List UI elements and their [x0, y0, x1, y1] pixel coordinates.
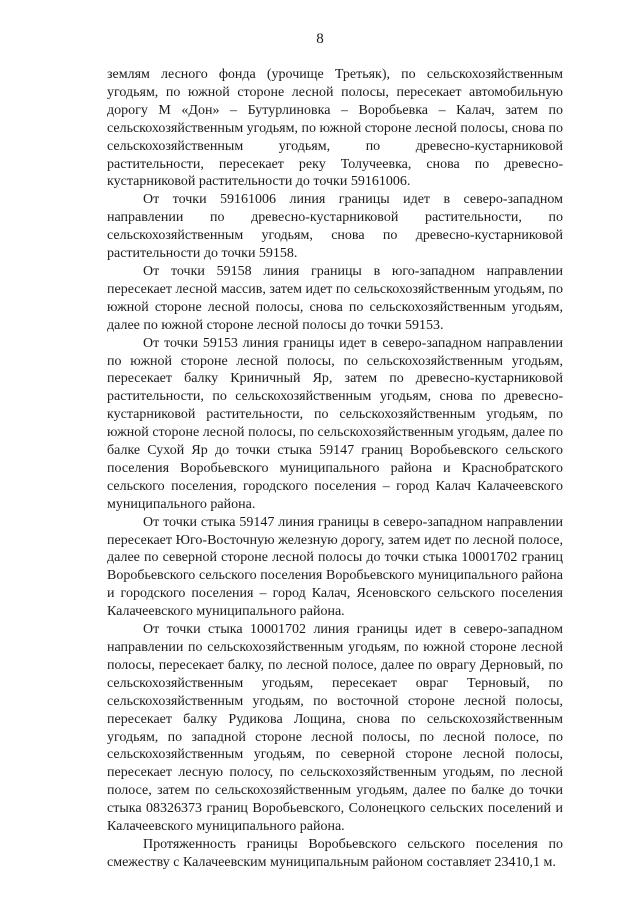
paragraph-point-59153: От точки 59153 линия границы идет в северо-западном направлении по южной стороне лесной полосы, по сельскохозяйственным угодьям, пересекает балку Криничный Яр, затем по древесно-кустарниковой растительности, по сельскохозяйственным угодьям, снова по древесно-кустарниковой растительности, по сельскохозяйственным угодьям, по южной стороне лесной полосы, по сельскохозяйственным угодьям, далее по балке Сухой Яр до точки стыка 59147 границ Воробьевского сельского поселения Воробьевского муниципального района и Краснобратского сельского поселения, городского поселения – город Калач Калачеевского муниципального района.: [107, 335, 563, 512]
document-body: [107, 66, 563, 872]
paragraph-point-59161006: От точки 59161006 линия границы идет в северо-западном направлении по древесно-кустарниковой растительности, по сельскохозяйственным угодьям, снова по древесно-кустарниковой растительности до точки 59158.: [107, 192, 563, 262]
paragraph-boundary-length: Протяженность границы Воробьевского сельского поселения по смежеству с Калачеевским муниципальным районом составляет 23410,1 м.: [107, 836, 563, 870]
paragraph-point-59147: От точки стыка 59147 линия границы в северо-западном направлении пересекает Юго-Восточную железную дорогу, затем идет по лесной полосе, далее по северной стороне лесной полосы до точки стыка 10001702 границ Воробьевского сельского поселения Воробьевского муниципального района и городского поселения – город Калач, Ясеновского сельского поселения Калачеевского муниципального района.: [107, 514, 563, 620]
paragraph-continuation: землям лесного фонда (урочище Третьяк), по сельскохозяйственным угодьям, по южной стороне лесной полосы, пересекает автомобильную дорогу М «Дон» – Бутурлиновка – Воробьевка – Калач, затем по сельскохозяйственным угодьям, по южной стороне лесной полосы, снова по сельскохозяйственным угодьям, по древесно-кустарниковой растительности, пересекает реку Толучеевка, снова по древесно-кустарниковой растительности до точки 59161006.: [107, 67, 563, 190]
paragraph-point-59158: От точки 59158 линия границы в юго-западном направлении пересекает лесной массив, затем идет по сельскохозяйственным угодьям, по южной стороне лесной полосы, снова по сельскохозяйственным угодьям, далее по южной стороне лесной полосы до точки 59153.: [107, 263, 563, 333]
paragraph-point-10001702: От точки стыка 10001702 линия границы идет в северо-западном направлении по сельскохозяйственным угодьям, по южной стороне лесной полосы, пересекает балку, по лесной полосе, далее по оврагу Дерновый, по сельскохозяйственным угодьям, пересекает овраг Терновый, по сельскохозяйственным угодьям, по восточной стороне лесной полосы, пересекает балку Рудикова Лощина, снова по сельскохозяйственным угодьям, по западной стороне лесной полосы, по лесной полосе, по сельскохозяйственным угодьям, по северной стороне лесной полосы, пересекает лесную полосу, по сельскохозяйственным угодьям, по лесной полосе, затем по сельскохозяйственным угодьям, далее по балке до точки стыка 08326373 границ Воробьевского, Солонецкого сельских поселений и Калачеевского муниципального района.: [107, 622, 563, 835]
page-number: 8: [316, 31, 324, 47]
